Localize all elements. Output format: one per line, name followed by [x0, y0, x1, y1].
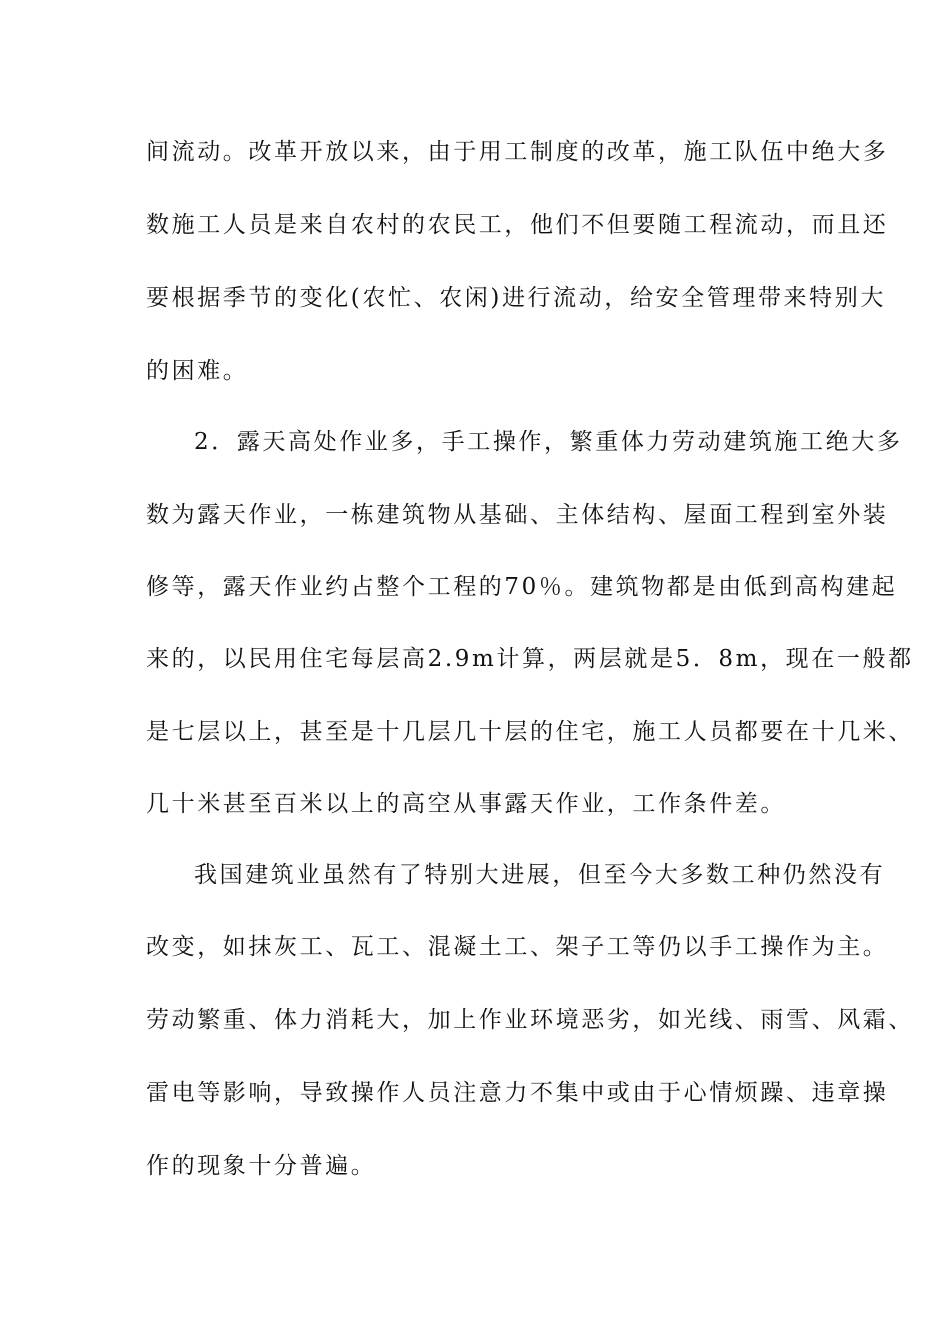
text-line: 数施工人员是来自农村的农民工，他们不但要随工程流动，而且还	[146, 212, 889, 238]
text-line: 数为露天作业，一栋建筑物从基础、主体结构、屋面工程到室外装	[146, 502, 889, 528]
text-line: 改变，如抹灰工、瓦工、混凝土工、架子工等仍以手工操作为主。	[146, 934, 889, 960]
text-line: 是七层以上，甚至是十几层几十层的住宅，施工人员都要在十几米、	[146, 719, 914, 745]
text-line: 要根据季节的变化(农忙、农闲)进行流动，给安全管理带来特别大	[146, 285, 886, 311]
text-line: 劳动繁重、体力消耗大，加上作业环境恶劣，如光线、雨雪、风霜、	[146, 1007, 914, 1033]
paragraph-first-line: 2．露天高处作业多，手工操作，繁重体力劳动建筑施工绝大多	[194, 429, 903, 455]
text-line: 修等，露天作业约占整个工程的70％。建筑物都是由低到高构建起	[146, 574, 898, 600]
text-line: 间流动。改革开放以来，由于用工制度的改革，施工队伍中绝大多	[146, 139, 889, 165]
paragraph-first-line: 我国建筑业虽然有了特别大进展，但至今大多数工种仍然没有	[194, 862, 886, 888]
text-line: 来的，以民用住宅每层高2.9m计算，两层就是5．8m，现在一般都	[146, 646, 914, 672]
text-line: 几十米甚至百米以上的高空从事露天作业，工作条件差。	[146, 791, 786, 817]
text-line: 雷电等影响，导致操作人员注意力不集中或由于心情烦躁、违章操	[146, 1080, 889, 1106]
text-line: 作的现象十分普遍。	[146, 1153, 377, 1179]
text-line: 的困难。	[146, 358, 249, 384]
